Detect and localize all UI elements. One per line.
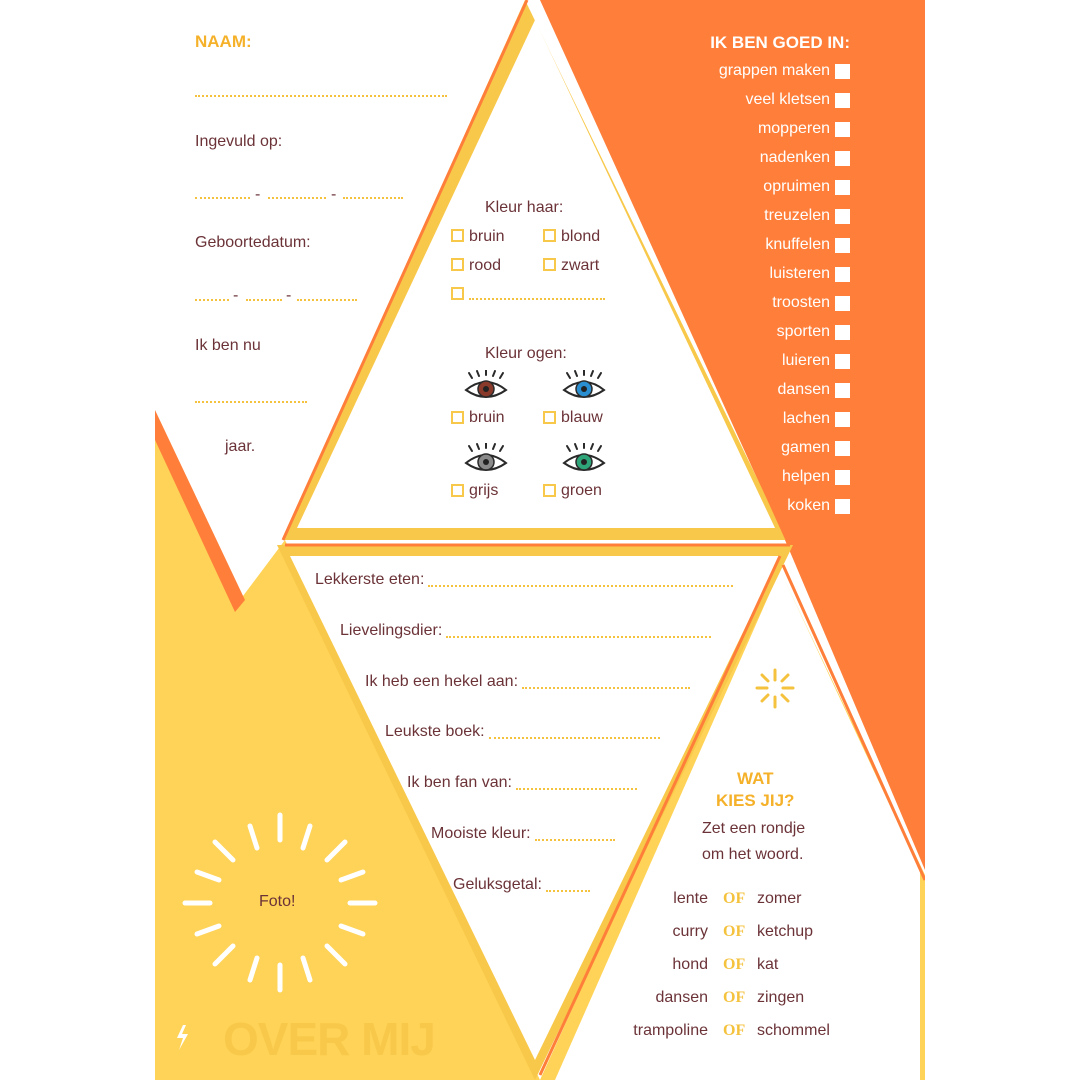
birthdate-month-line[interactable] [246, 299, 282, 301]
hair-checkbox-bruin[interactable] [451, 229, 464, 242]
skill-label: luieren [781, 352, 830, 369]
favorite-label: Ik ben fan van: [407, 774, 512, 791]
over-mij-page: NAAM: Ingevuld op: - - Geboortedatum: - - Ik ben nu jaar. Kleur haar: bruin blond rood zwart Kleur ogen: bruin blauw grijs groen IK BEN GOED IN: grappen maken veel kletsen mopperen nadenken opruimen treuzelen knuffelen luisteren troosten sporten luieren dansen lachen gamen helpen koken Lekkerste eten: Lievelingsdier: Ik heb een hekel aan: Leukste boek: Ik ben fan van: Mooiste kleur: Geluksgetal: WAT KIES JIJ? Zet een rondje om het woord. lente OF zomer curry OF ketchup hond OF kat dansen OF zingen trampoline OF schommel Foto! OVER MIJ [155, 0, 925, 1080]
skill-label: luisteren [769, 265, 830, 282]
birthdate-label: Geboortedatum: [195, 234, 311, 251]
skill-checkbox[interactable] [835, 64, 850, 79]
filled-on-label: Ingevuld op: [195, 133, 283, 150]
skill-checkbox[interactable] [835, 354, 850, 369]
birthdate-day-line[interactable] [195, 299, 229, 301]
eyes-checkbox-groen[interactable] [543, 484, 556, 497]
favorite-label: Geluksgetal: [453, 876, 542, 893]
skill-checkbox[interactable] [835, 470, 850, 485]
hair-checkbox-rood[interactable] [451, 258, 464, 271]
skill-checkbox[interactable] [835, 499, 850, 514]
skill-label: lachen [782, 410, 830, 427]
hair-checkbox-blond[interactable] [543, 229, 556, 242]
eyes-title: Kleur ogen: [485, 345, 567, 362]
eye-blue-icon [560, 370, 608, 404]
skill-label: helpen [781, 468, 830, 485]
skill-label: grappen maken [718, 62, 830, 79]
favorite-label: Leukste boek: [385, 723, 485, 740]
choice-option-right[interactable]: kat [757, 956, 779, 973]
skill-checkbox[interactable] [835, 122, 850, 137]
eyes-option-label: blauw [561, 409, 603, 426]
choose-instruction-line2: om het woord. [702, 846, 804, 863]
choice-option-left[interactable]: curry [672, 923, 708, 940]
choice-option-left[interactable]: hond [672, 956, 708, 973]
eyes-checkbox-bruin[interactable] [451, 411, 464, 424]
hair-option-label: blond [561, 228, 601, 245]
hair-title: Kleur haar: [485, 199, 564, 216]
skill-checkbox[interactable] [835, 412, 850, 427]
favorite-label: Ik heb een hekel aan: [365, 673, 519, 690]
choice-option-left[interactable]: dansen [655, 989, 708, 1006]
skill-checkbox[interactable] [835, 296, 850, 311]
photo-label: Foto! [259, 893, 296, 910]
skill-label: veel kletsen [745, 91, 830, 108]
skill-checkbox[interactable] [835, 238, 850, 253]
favorite-line[interactable] [522, 687, 690, 689]
name-label: NAAM: [195, 32, 252, 51]
eyes-option-label: grijs [469, 482, 499, 499]
eyes-option-label: groen [561, 482, 602, 499]
hair-option-label: bruin [469, 228, 505, 245]
skill-checkbox[interactable] [835, 383, 850, 398]
choose-instruction-line1: Zet een rondje [702, 820, 806, 837]
favorite-line[interactable] [546, 890, 590, 892]
skill-checkbox[interactable] [835, 441, 850, 456]
favorite-line[interactable] [446, 636, 711, 638]
eye-brown-icon [462, 370, 510, 404]
skill-label: koken [787, 497, 830, 514]
skill-label: knuffelen [765, 236, 830, 253]
skill-checkbox[interactable] [835, 325, 850, 340]
hair-other-line[interactable] [469, 298, 605, 300]
hair-option-label: zwart [561, 257, 600, 274]
eyes-checkbox-grijs[interactable] [451, 484, 464, 497]
favorite-line[interactable] [535, 839, 615, 841]
skill-label: dansen [777, 381, 830, 398]
eye-green-icon [560, 443, 608, 477]
skill-label: gamen [781, 439, 830, 456]
skills-title: IK BEN GOED IN: [710, 33, 850, 52]
choose-title-line2: KIES JIJ? [716, 791, 795, 810]
favorite-label: Lievelingsdier: [340, 622, 443, 639]
choice-of-word: OF [723, 923, 746, 940]
age-line[interactable] [195, 401, 307, 403]
choice-of-word: OF [723, 956, 746, 973]
footer-title: OVER MIJ [223, 1013, 435, 1065]
hair-checkbox-other[interactable] [451, 287, 464, 300]
favorite-label: Lekkerste eten: [315, 571, 425, 588]
birthdate-year-line[interactable] [297, 299, 357, 301]
skill-label: opruimen [763, 178, 830, 195]
filled-on-day-line[interactable] [195, 197, 250, 199]
skill-checkbox[interactable] [835, 267, 850, 282]
skill-checkbox[interactable] [835, 93, 850, 108]
choice-of-word: OF [723, 890, 746, 907]
filled-on-year-line[interactable] [343, 197, 403, 199]
skill-label: sporten [776, 323, 830, 340]
skill-checkbox[interactable] [835, 151, 850, 166]
choose-title-line1: WAT [737, 769, 774, 788]
skill-checkbox[interactable] [835, 209, 850, 224]
skill-label: treuzelen [764, 207, 830, 224]
choice-option-left[interactable]: lente [673, 890, 708, 907]
name-line[interactable] [195, 95, 447, 97]
choice-option-right[interactable]: ketchup [757, 923, 814, 940]
skill-label: nadenken [759, 149, 830, 166]
favorite-line[interactable] [489, 737, 660, 739]
skill-checkbox[interactable] [835, 180, 850, 195]
skill-label: mopperen [757, 120, 830, 137]
favorite-label: Mooiste kleur: [431, 825, 531, 842]
filled-on-month-line[interactable] [268, 197, 326, 199]
eyes-option-label: bruin [469, 409, 505, 426]
favorite-line[interactable] [428, 585, 733, 587]
choice-option-right[interactable]: zomer [757, 890, 802, 907]
choice-of-word: OF [723, 989, 746, 1006]
hair-checkbox-zwart[interactable] [543, 258, 556, 271]
choice-of-word: OF [723, 1022, 746, 1039]
hair-option-label: rood [469, 257, 502, 274]
favorite-line[interactable] [516, 788, 637, 790]
choice-option-right[interactable]: zingen [757, 989, 805, 1006]
eyes-checkbox-blauw[interactable] [543, 411, 556, 424]
eye-grey-icon [462, 443, 510, 477]
age-suffix: jaar. [225, 438, 256, 455]
skill-label: troosten [772, 294, 830, 311]
choice-option-right[interactable]: schommel [757, 1022, 830, 1039]
age-label: Ik ben nu [195, 337, 261, 354]
choice-option-left[interactable]: trampoline [633, 1022, 708, 1039]
